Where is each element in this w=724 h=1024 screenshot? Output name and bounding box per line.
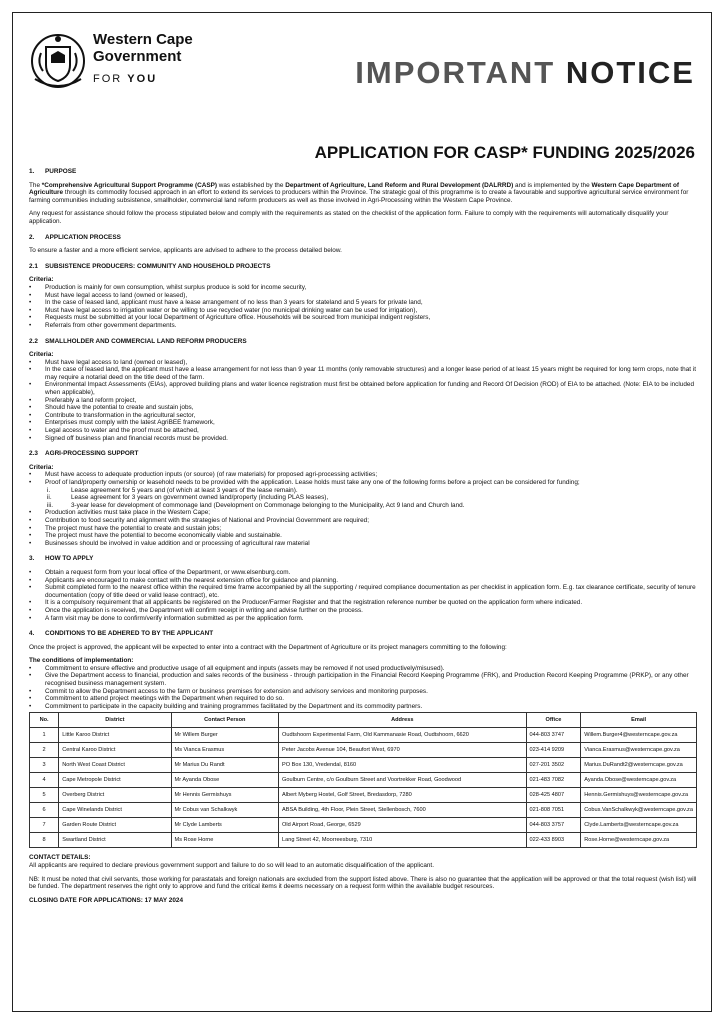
lease-forms-list [29, 487, 697, 510]
table-cell: 022-433 8903 [526, 833, 581, 848]
list-item: • Commit to allow the Department access to the farm or business premises for extension and advisory services and monitoring purposes. [29, 688, 697, 696]
pp-d: Department of Agriculture, Land Reform and Rural Development (DALRRD) [285, 181, 514, 189]
list-item: • It is a compulsory requirement that all applicants be registered on the Producer/Farmer Register and that the registration reference number be quoted on the application form where indicated. [29, 599, 697, 607]
document-body [29, 168, 697, 904]
table-cell: Marius.DuRandt2@westerncape.gov.za [581, 758, 697, 773]
list-item: • In the case of leased land, the applicant must have a lease arrangement for not less than 9 year 11 months (only removable structures) and a longer lease period of at least 15 years might be required for long term crops, note that it may require a notarial deed on the title deed of the farm. [29, 366, 697, 381]
column-header: District [59, 713, 171, 728]
table-cell: Garden Route District [59, 818, 171, 833]
notice-word-1: IMPORTANT [355, 55, 556, 90]
purpose-heading: 1. PURPOSE [29, 168, 77, 175]
table-cell: Clyde.Lamberts@westerncape.gov.za [581, 818, 697, 833]
pp-b: *Comprehensive Agricultural Support Programme (CASP) [41, 181, 217, 189]
pp-e: and is implemented by the [513, 181, 592, 189]
government-logo [29, 31, 193, 97]
gov-line-1: Western Cape [93, 31, 193, 48]
gov-line-2: Government [93, 48, 182, 65]
header [13, 13, 711, 113]
tagline-you: YOU [127, 73, 158, 85]
tagline [93, 73, 193, 85]
table-cell: Lang Street 42, Moorreesburg, 7310 [279, 833, 527, 848]
list-item: • Legal access to water and the proof must be attached, [29, 427, 697, 435]
table-cell: Old Airport Road, George, 6529 [279, 818, 527, 833]
table-row [30, 803, 697, 818]
notice-word-2: NOTICE [565, 55, 695, 90]
coat-of-arms-icon [29, 31, 87, 97]
conditions-intro: Once the project is approved, the applicant will be expected to enter into a contract with the Department of Agriculture or its project managers committing to the following: [29, 643, 507, 651]
table-cell: 021-483 7082 [526, 773, 581, 788]
list-item: • Enterprises must comply with the latest AgriBEE framework, [29, 419, 697, 427]
list-item: • Contribution to food security and alignment with the strategies of National and Provincial Government are required; [29, 517, 697, 525]
table-cell: Peter Jacobs Avenue 104, Beaufort West, 6970 [279, 743, 527, 758]
purpose-paragraph-2: Any request for assistance should follow the process stipulated below and comply with the requirements as stated on the checklist of the application form. Failure to comply with the requirements will automatically disqualify your application. [29, 210, 669, 225]
table-cell: Albert Myberg Hostel, Golf Street, Bredasdorp, 7280 [279, 788, 527, 803]
list-item: • Environmental Impact Assessments (EIAs), approved building plans and water licence registration must first be obtained before application for funding and Record Of Decision (ROD) of EIA to be attached. (Note: EIA to be included when applicable), [29, 381, 697, 396]
list-item: • Signed off business plan and financial records must be provided. [29, 435, 697, 443]
list-item: • In the case of leased land, applicant must have a lease arrangement of no less than 3 years for stateland and 5 years for private land, [29, 299, 697, 307]
table-cell: Cape Metropole District [59, 773, 171, 788]
process-intro: To ensure a faster and a more efficient service, applicants are advised to adhere to the process detailed below. [29, 247, 342, 255]
table-cell: Mr Marius Du Randt [171, 758, 278, 773]
notice-banner [355, 55, 695, 91]
table-cell: Cape Winelands District [59, 803, 171, 818]
list-item: • Referrals from other government departments. [29, 322, 697, 330]
apply-list [29, 569, 697, 622]
table-cell: 8 [30, 833, 59, 848]
table-cell: Goulburn Centre, c/o Goulburn Street and Voortrekker Road, Goodwood [279, 773, 527, 788]
list-item: • Preferably a land reform project, [29, 397, 697, 405]
table-cell: 2 [30, 743, 59, 758]
nb-paragraph: NB: It must be noted that civil servants, those working for parastatals and foreign nationals are excluded from the support listed above. There is also no guarantee that the application will be approved or that the total request (wish list) will be funded. The department reserves the right only to approve and fund the critical items it deems necessary on a request form within the available budget resources. [29, 875, 697, 891]
table-cell: 021-808 7051 [526, 803, 581, 818]
table-cell: Overberg District [59, 788, 171, 803]
criteria-list-2-1 [29, 284, 697, 330]
list-item: • A farm visit may be done to confirm/verify information submitted as per the application form. [29, 615, 697, 623]
notice-page [12, 12, 712, 1012]
criteria-label: Criteria: [29, 351, 54, 359]
table-cell: Mr Ayanda Obose [171, 773, 278, 788]
table-cell: North West Coast District [59, 758, 171, 773]
table-header-row [30, 713, 697, 728]
lease-form-item: iii. 3-year lease for development of commonage land (Development on Commonage belonging to the Municipality, Act 9 land and Church land. [29, 502, 697, 510]
conditions-sub-heading: The conditions of implementation: [29, 657, 134, 665]
conditions-heading: 4. CONDITIONS TO BE ADHERED TO BY THE APPLICANT [29, 630, 214, 638]
list-item: • Give the Department access to financial, production and sales records of the business - through participation in the Financial Record Keeping Programme (FRK), and Production Record Keeping Programme (PRKP), or any other recognised business management system. [29, 672, 697, 687]
column-header: Address [279, 713, 527, 728]
table-cell: Ayanda.Obose@westerncape.gov.za [581, 773, 697, 788]
table-cell: 1 [30, 728, 59, 743]
table-cell: Mr Willem Burger [171, 728, 278, 743]
column-header: Office [526, 713, 581, 728]
table-cell: Mr Hennis Germishuys [171, 788, 278, 803]
table-cell: ABSA Building, 4th Floor, Plein Street, Stellenbosch, 7600 [279, 803, 527, 818]
table-cell: Swartland District [59, 833, 171, 848]
logo-text [93, 31, 193, 97]
lease-form-item: ii. Lease agreement for 3 years on government owned land/property (including PLAS leases), [29, 494, 697, 502]
list-item: • Businesses should be involved in value addition and or processing of agricultural raw material [29, 540, 697, 548]
table-cell: 4 [30, 773, 59, 788]
list-item: • The project must have the potential to create and sustain jobs; [29, 525, 697, 533]
table-cell: Rose.Horne@westerncape.gov.za [581, 833, 697, 848]
district-contacts-table [29, 712, 697, 848]
table-cell: 044-803 3747 [526, 728, 581, 743]
lease-form-item: i. Lease agreement for 5 years and (of which at least 3 years of the lease remain). [29, 487, 697, 495]
list-item: • Obtain a request form from your local office of the Department, or www.elsenburg.com. [29, 569, 697, 577]
table-cell: 023-414 9209 [526, 743, 581, 758]
column-header: Contact Person [171, 713, 278, 728]
table-cell: Hennis.Germishuys@westerncape.gov.za [581, 788, 697, 803]
contact-line: All applicants are required to declare previous government support and failure to do so will lead to an automatic disqualification of the applicant. [29, 862, 434, 870]
list-item: • Contribute to transformation in the agricultural sector, [29, 412, 697, 420]
list-item: • Must have legal access to irrigation water or be willing to use recycled water (no municipal drinking water can be used for irrigation), [29, 307, 697, 315]
list-item: • Must have legal access to land (owned or leased), [29, 292, 697, 300]
process-heading: 2. APPLICATION PROCESS [29, 233, 121, 241]
list-item: • Proof of land/property ownership or leasehold needs to be provided with the application. Lease holds must take any one of the following forms before a project can be considered for funding; [29, 479, 697, 487]
table-cell: Mr Cobus van Schalkwyk [171, 803, 278, 818]
list-item: • Commitment to ensure effective and productive usage of all equipment and inputs (assets may be removed if not used productively/misused). [29, 665, 697, 673]
table-row [30, 743, 697, 758]
list-item: • Production activities must take place in the Western Cape; [29, 509, 697, 517]
column-header: Email [581, 713, 697, 728]
criteria-label: Criteria: [29, 276, 54, 284]
table-cell: Little Karoo District [59, 728, 171, 743]
table-cell: 028-425 4807 [526, 788, 581, 803]
table-row [30, 728, 697, 743]
list-item: • The project must have the potential to become economically viable and sustainable. [29, 532, 697, 540]
pp-g: through its commodity focused approach in an effort to extend its services to producers within the Province. The strategic goal of this programme is to create a favourable and supportive agricultural service environment for farming communities including subsistence, smallholder, commercial land reform producers as well as those involved in Agri-Processing within the Western Cape Province. [29, 189, 689, 204]
list-item: • Commitment to participate in the capacity building and training programmes facilitated by the Department and its commodity partners. [29, 703, 697, 711]
section-2-2-heading: 2.2 SMALLHOLDER AND COMMERCIAL LAND REFORM PRODUCERS [29, 337, 247, 345]
apply-heading: 3. HOW TO APPLY [29, 555, 94, 563]
list-item: • Must have legal access to land (owned or leased), [29, 359, 697, 367]
list-item: • Applicants are encouraged to make contact with the nearest extension office for guidance and planning. [29, 577, 697, 585]
contact-heading: CONTACT DETAILS: [29, 854, 91, 862]
criteria-label: Criteria: [29, 463, 54, 471]
table-row [30, 773, 697, 788]
list-item: • Once the application is received, the Department will confirm receipt in writing and advise further on the process. [29, 607, 697, 615]
table-cell: 027-201 3502 [526, 758, 581, 773]
list-item: • Production is mainly for own consumption, whilst surplus produce is sold for income security, [29, 284, 697, 292]
closing-date: CLOSING DATE FOR APPLICATIONS: 17 MAY 2024 [29, 896, 183, 904]
table-cell: Vianca.Erasmus@westerncape.gov.za [581, 743, 697, 758]
table-cell: 3 [30, 758, 59, 773]
table-row [30, 833, 697, 848]
conditions-list [29, 665, 697, 711]
column-header: No. [30, 713, 59, 728]
table-row [30, 758, 697, 773]
table-body [30, 728, 697, 848]
table-cell: Willem.Burger4@westerncape.gov.za [581, 728, 697, 743]
table-cell: Ms Vianca Erasmus [171, 743, 278, 758]
criteria-list-2-3a [29, 471, 697, 486]
section-2-3-heading: 2.3 AGRI-PROCESSING SUPPORT [29, 450, 139, 458]
tagline-for: FOR [93, 73, 123, 85]
table-cell: Oudtshoorn Experimental Farm, Old Kammanasie Road, Oudtshoorn, 6620 [279, 728, 527, 743]
list-item: • Commitment to attend project meetings with the Department when required to do so. [29, 695, 697, 703]
pp-f: Western Cape Department of Agriculture [29, 181, 680, 197]
table-cell: 7 [30, 818, 59, 833]
table-cell: Mr Clyde Lamberts [171, 818, 278, 833]
list-item: • Must have access to adequate production inputs (or source) (of raw materials) for proposed agri-processing activities; [29, 471, 697, 479]
table-cell: 044-803 3757 [526, 818, 581, 833]
table-row [30, 818, 697, 833]
table-cell: Central Karoo District [59, 743, 171, 758]
list-item: • Submit completed form to the nearest office within the required time frame accompanied by all the supporting / required compliance documentation as per checklist in application form. E.g. tax clearance certificate, security of tenure documentation (copy of title deed or valid lease contract), etc. [29, 584, 697, 599]
table-row [30, 788, 697, 803]
table-cell: Cobus.VanSchalkwyk@westerncape.gov.za [581, 803, 697, 818]
pp-a: The [29, 181, 42, 189]
table-cell: 6 [30, 803, 59, 818]
criteria-list-2-2 [29, 359, 697, 443]
table-cell: Ms Rose Horne [171, 833, 278, 848]
list-item: • Should have the potential to create and sustain jobs, [29, 404, 697, 412]
pp-c: was established by the [216, 181, 286, 189]
document-title: APPLICATION FOR CASP* FUNDING 2025/2026 [314, 143, 695, 162]
purpose-paragraph [29, 182, 697, 205]
list-item: • Requests must be submitted at your local Department of Agriculture office. Households will be sourced from municipal indigent registers, [29, 314, 697, 322]
table-cell: 5 [30, 788, 59, 803]
criteria-list-2-3b [29, 509, 697, 547]
section-2-1-heading: 2.1 SUBSISTENCE PRODUCERS: COMMUNITY AND HOUSEHOLD PROJECTS [29, 262, 271, 270]
table-cell: PO Box 130, Vredendal, 8160 [279, 758, 527, 773]
